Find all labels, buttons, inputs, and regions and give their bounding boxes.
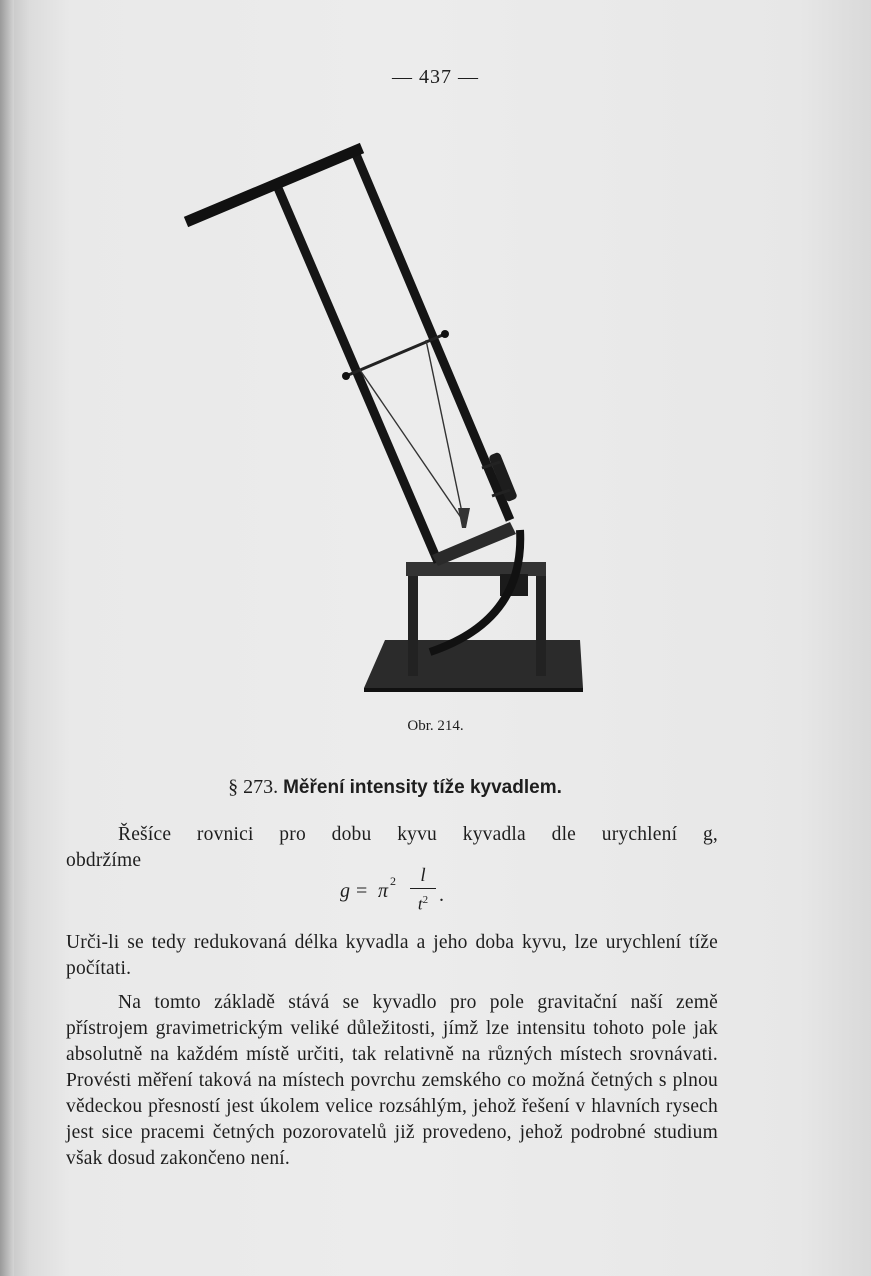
- gravity-formula: [340, 866, 460, 916]
- frame-rail-right: [355, 152, 510, 520]
- table-top: [406, 562, 546, 576]
- formula-denominator-exponent: 2: [422, 894, 429, 906]
- page-number: — 437 —: [392, 66, 479, 88]
- frame-rail-left: [278, 188, 438, 562]
- formula-numerator: l: [420, 865, 426, 886]
- formula-denominator-base: t: [417, 894, 423, 914]
- formula-fraction: [410, 866, 436, 914]
- paragraph-intro-line2: obdržíme: [66, 850, 142, 871]
- formula-denominator: [410, 891, 436, 914]
- section-heading: [0, 776, 790, 799]
- fraction-bar: [410, 888, 436, 889]
- cross-bar: [346, 334, 445, 376]
- pendulum-bob: [458, 508, 470, 528]
- pendulum-apparatus-illustration: [150, 130, 620, 710]
- formula-pi-exponent: 2: [390, 874, 396, 888]
- page-edge-shadow: [0, 0, 14, 1276]
- section-number: § 273.: [228, 776, 279, 798]
- paragraph-compute: Urči-li se tedy redukovaná délka kyvadla a jeho doba kyvu, lze urychlení tíže počítati.: [66, 932, 718, 979]
- formula-period: .: [439, 884, 444, 906]
- formula-lhs: g: [340, 880, 350, 902]
- formula-equals: =: [356, 880, 368, 902]
- paragraph-intro-line1: Řešíce rovnici pro dobu kyvu kyvadla dle urychlení g,: [118, 824, 718, 845]
- figure-caption: Obr. 214.: [407, 718, 464, 734]
- section-title: Měření intensity tíže kyvadlem.: [283, 777, 562, 798]
- top-bar: [186, 148, 362, 222]
- paragraph-gravimetric: Na tomto základě stává se kyvadlo pro pole gravitační naší země přístrojem gravimetrickým veliké důležitosti, jímž lze intensitu tohoto pole jak absolutně na každém místě určiti, tak relativně na různých místech srovnávati. Provésti měření taková na místech povrchu zemského co možná četných s plnou vědeckou přesností jest úkolem velice rozsáhlým, jehož řešení v hlavních rysech jest sice pracemi četných pozorovatelů již provedeno, jehož podrobné studium však dosud zakončeno není.: [66, 992, 718, 1169]
- base-plate: [364, 640, 583, 688]
- formula-pi: π: [378, 880, 389, 902]
